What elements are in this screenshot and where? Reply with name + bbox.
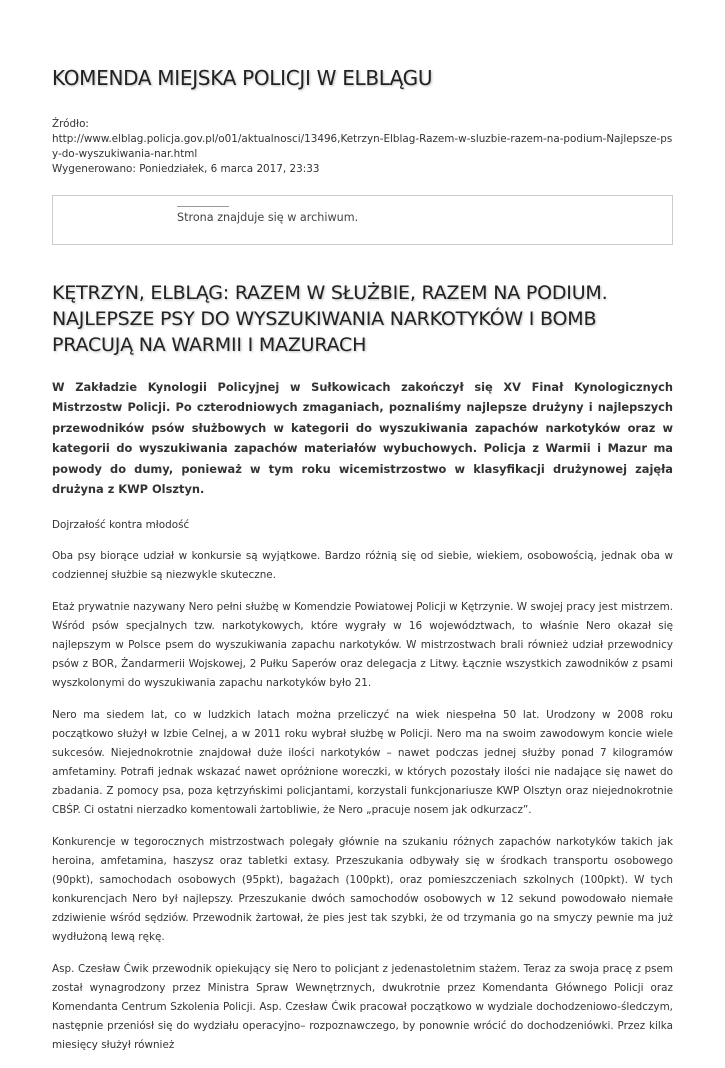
- article-title: KĘTRZYN, ELBLĄG: RAZEM W SŁUŻBIE, RAZEM NA PODIUM. NAJLEPSZE PSY DO WYSZUKIWANIA NARKOTYKÓW I BOMB PRACUJĄ NA WARMII I MAZURACH: [52, 282, 608, 356]
- article-paragraph: Etaż prywatnie nazywany Nero pełni służbę w Komendzie Powiatowej Policji w Kętrzynie. W swojej pracy jest mistrzem. Wśród psów specjalnych tzw. narkotykowych, które wygrały w 16 województwach, to właśnie Nero okazał się najlepszym w Polsce psem do wyszukiwania zapachu narkotyków. W mistrzostwach brali również udział przewodnicy psów z BOR, Żandarmerii Wojskowej, 2 Pułku Saperów oraz delegacja z Litwy. Łącznie wszystkich zawodników z psami wyszkolonymi do wyszukiwania zapachu narkotyków było 21.: [52, 601, 673, 690]
- generated-timestamp: Wygenerowano: Poniedziałek, 6 marca 2017, 23:33: [52, 163, 320, 175]
- article-paragraph: Asp. Czesław Ćwik przewodnik opiekujący się Nero to policjant z jedenastoletnim stażem. Teraz za swoja pracę z psem został wynagrodzony przez Ministra Spraw Wewnętrznych, dwukrotnie przez Komendanta Głównego Policji oraz Komendanta Centrum Szkolenia Policji. Asp. Czesław Ćwik pracował początkowo w wydziale dochodzeniowo-śledczym, następnie przeniósł się do wydziału operacyjno– rozpoznawczego, by ponownie wrócić do dochodzeniówki. Przez kilka miesięcy służył również: [52, 963, 673, 1052]
- article-paragraph: Konkurencje w tegorocznych mistrzostwach polegały głównie na szukaniu różnych zapachów narkotyków takich jak heroina, amfetamina, haszysz oraz tabletki extasy. Przeszukania odbywały się w środkach transportu osobowego (90pkt), samochodach osobowych (95pkt), bagażach (100pkt), oraz pomieszczeniach szkolnych (100pkt). W tych konkurencjach Nero był najlepszy. Przeszukanie dwóch samochodów osobowych w 12 sekund powodowało niemałe zdziwienie wśród sędziów. Przewodnik żartował, że pies jest tak szybki, że od trzymania go na smyczy pewnie ma już wydłużoną lewą rękę.: [52, 836, 673, 944]
- source-label: Źródło:: [52, 118, 89, 130]
- article-paragraph: Oba psy biorące udział w konkursie są wyjątkowe. Bardzo różnią się od siebie, wiekiem, osobowością, jednak oba w codziennej służbie są niezwykle skuteczne.: [52, 550, 673, 582]
- article-body: [52, 377, 673, 1068]
- site-title: KOMENDA MIEJSKA POLICJI W ELBLĄGU: [52, 66, 433, 90]
- article-paragraph: Nero ma siedem lat, co w ludzkich latach można przeliczyć na wiek niespełna 50 lat. Urodzony w 2008 roku początkowo służył w Izbie Celnej, a w 2011 roku wybrał służbę w Policji. Nero ma na swoim zawodowym koncie wiele sukcesów. Niejednokrotnie znajdował duże ilości narkotyków – nawet podczas jednej służby ponad 7 kilogramów amfetaminy. Potrafi jednak wskazać nawet opróżnione woreczki, w których pozostały ilości nie nadające się nawet do zbadania. Z pomocy psa, poza kętrzyńskimi policjantami, korzystali funkcjonariusze KWP Olsztyn oraz niejednokrotnie CBŚP. Ci ostatni nierzadko komentowali żartobliwie, że Nero „pracuje nosem jak odkurzacz”.: [52, 709, 673, 817]
- archive-divider: [177, 206, 229, 207]
- source-url: http://www.elblag.policja.gov.pl/o01/aktualnosci/13496,Ketrzyn-Elblag-Razem-w-sluzbie-razem-na-podium-Najlepsze-psy-do-wyszukiwania-nar.html: [52, 133, 673, 160]
- article-lead: W Zakładzie Kynologii Policyjnej w Sułkowicach zakończył się XV Finał Kynologicznych Mistrzostw Policji. Po czterodniowych zmaganiach, poznaliśmy najlepsze drużyny i najlepszych przewodników psów służbowych w kategorii do wyszukiwania zapachów narkotyków oraz w kategorii do wyszukiwania zapachów materiałów wybuchowych. Policja z Warmii i Mazur ma powody do dumy, ponieważ w tym roku wicemistrzostwo w klasyfikacji drużynowej zajęła drużyna z KWP Olsztyn.: [52, 380, 673, 497]
- archive-notice-text: Strona znajduje się w archiwum.: [177, 211, 359, 224]
- source-meta: [52, 117, 673, 177]
- archive-notice-box: [52, 195, 673, 245]
- article-subhead: Dojrzałość kontra młodość: [52, 519, 190, 532]
